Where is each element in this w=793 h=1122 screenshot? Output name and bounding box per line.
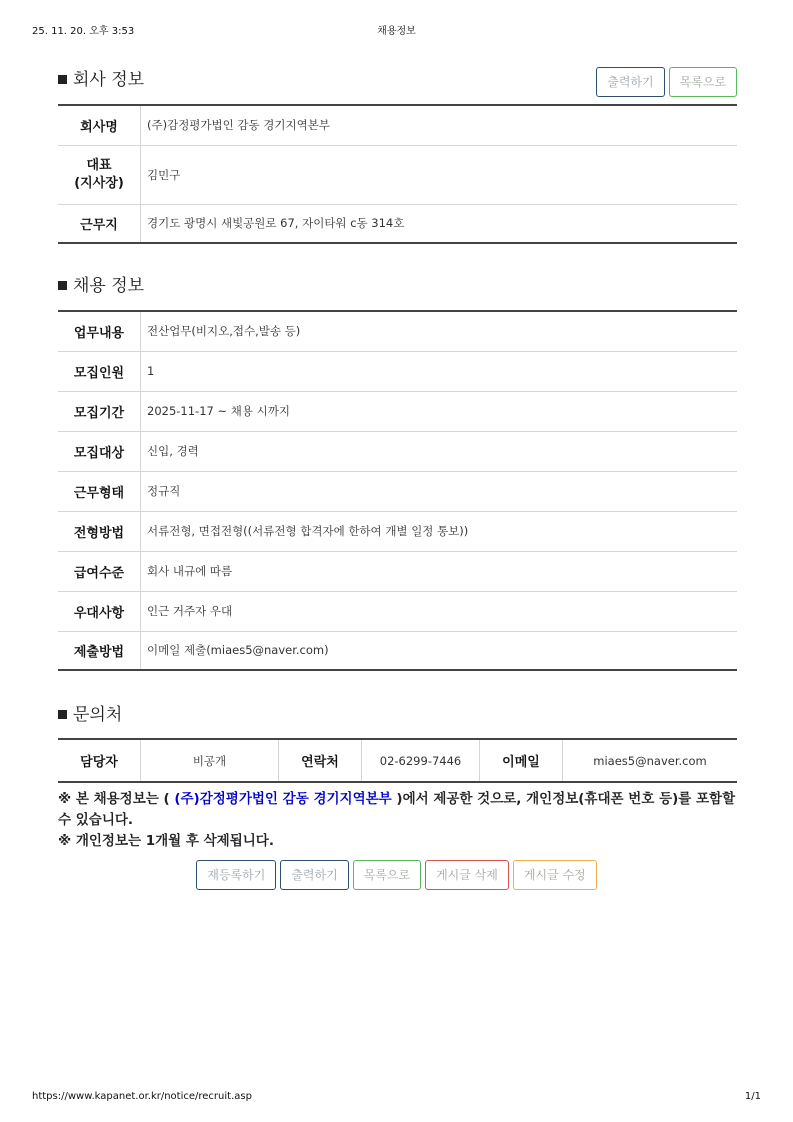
table-row — [58, 551, 737, 591]
representative-label-line1: 대표 — [86, 157, 112, 173]
email-label: 이메일 — [480, 739, 563, 782]
table-row — [58, 511, 737, 551]
representative-label-line2: (지사장) — [74, 175, 124, 191]
company-name-value: (주)감정평가법인 감동 경기지역본부 — [141, 105, 738, 145]
workplace-value: 경기도 광명시 새빛공원로 67, 자이타워 c동 314호 — [147, 216, 405, 231]
period-value: 2025-11-17 ~ 채용 시까지 — [141, 391, 738, 431]
salary-label: 급여수준 — [58, 551, 141, 591]
target-value: 신입, 경력 — [141, 431, 738, 471]
recruit-info-section — [58, 274, 737, 671]
salary-value: 회사 내규에 따름 — [141, 551, 738, 591]
contact-heading — [58, 703, 737, 727]
contact-title: 문의처 — [73, 705, 123, 725]
square-bullet-icon — [58, 75, 67, 84]
table-row — [58, 739, 737, 782]
table-row — [58, 204, 737, 243]
table-row — [58, 631, 737, 670]
recruit-info-table — [58, 310, 737, 671]
table-row — [58, 311, 737, 351]
top-button-group — [596, 67, 737, 97]
notice-suffix: )에서 제공한 것으로, 개인정보(휴대폰 번호 등)를 포함할 수 있습니다. — [58, 791, 736, 828]
employment-type-label: 근무형태 — [58, 471, 141, 511]
workplace-label: 근무지 — [58, 204, 141, 243]
table-row — [58, 431, 737, 471]
bottom-print-button[interactable]: 출력하기 — [280, 860, 348, 890]
company-name-label: 회사명 — [58, 105, 141, 145]
job-duty-label: 업무내용 — [58, 311, 141, 351]
preference-value: 인근 거주자 우대 — [141, 591, 738, 631]
print-date: 25. 11. 20. 오후 3:53 — [32, 26, 135, 37]
bottom-button-group — [0, 860, 793, 890]
list-button[interactable]: 목록으로 — [669, 67, 737, 97]
period-label: 모집기간 — [58, 391, 141, 431]
table-row — [58, 591, 737, 631]
submission-method-value: 이메일 제출(miaes5@naver.com) — [147, 643, 329, 658]
recruit-info-heading — [58, 274, 737, 298]
job-duty-value: 전산업무(비지오,접수,발송 등) — [141, 311, 738, 351]
company-info-title: 회사 정보 — [73, 70, 145, 90]
edit-post-button[interactable]: 게시글 수정 — [513, 860, 597, 890]
headcount-value: 1 — [141, 351, 738, 391]
preference-label: 우대사항 — [58, 591, 141, 631]
print-page-number: 1/1 — [744, 1091, 761, 1102]
target-label: 모집대상 — [58, 431, 141, 471]
notice-line-1 — [58, 789, 737, 831]
table-row — [58, 145, 737, 204]
bottom-list-button[interactable]: 목록으로 — [353, 860, 421, 890]
print-url: https://www.kapanet.or.kr/notice/recruit.asp — [32, 1091, 252, 1102]
selection-method-value: 서류전형, 면접전형((서류전형 합격자에 한하여 개별 일정 통보)) — [141, 511, 738, 551]
phone-label: 연락처 — [279, 739, 362, 782]
manager-value: 비공개 — [141, 739, 279, 782]
print-page-title: 채용정보 — [377, 26, 416, 37]
employment-type-value: 정규직 — [141, 471, 738, 511]
contact-section — [58, 703, 737, 783]
phone-value: 02-6299-7446 — [362, 739, 480, 782]
selection-method-label: 전형방법 — [58, 511, 141, 551]
notice-prefix: ※ 본 채용정보는 ( — [58, 791, 175, 807]
delete-post-button[interactable]: 게시글 삭제 — [425, 860, 509, 890]
table-row — [58, 391, 737, 431]
square-bullet-icon — [58, 710, 67, 719]
table-row — [58, 471, 737, 511]
table-row — [58, 351, 737, 391]
company-info-table — [58, 104, 737, 244]
contact-table — [58, 738, 737, 783]
manager-label: 담당자 — [58, 739, 141, 782]
headcount-label: 모집인원 — [58, 351, 141, 391]
print-button[interactable]: 출력하기 — [596, 67, 664, 97]
reregister-button[interactable]: 재등록하기 — [196, 860, 276, 890]
table-row — [58, 105, 737, 145]
email-value: miaes5@naver.com — [593, 753, 707, 768]
square-bullet-icon — [58, 281, 67, 290]
company-info-section — [58, 66, 737, 244]
privacy-notice — [58, 789, 737, 852]
representative-label — [58, 145, 141, 204]
submission-method-label: 제출방법 — [58, 631, 141, 670]
recruit-info-title: 채용 정보 — [73, 276, 145, 296]
notice-line-2: ※ 개인정보는 1개월 후 삭제됩니다. — [58, 833, 274, 849]
representative-value: 김민구 — [141, 145, 738, 204]
notice-company-name: (주)감정평가법인 감동 경기지역본부 — [174, 791, 392, 807]
